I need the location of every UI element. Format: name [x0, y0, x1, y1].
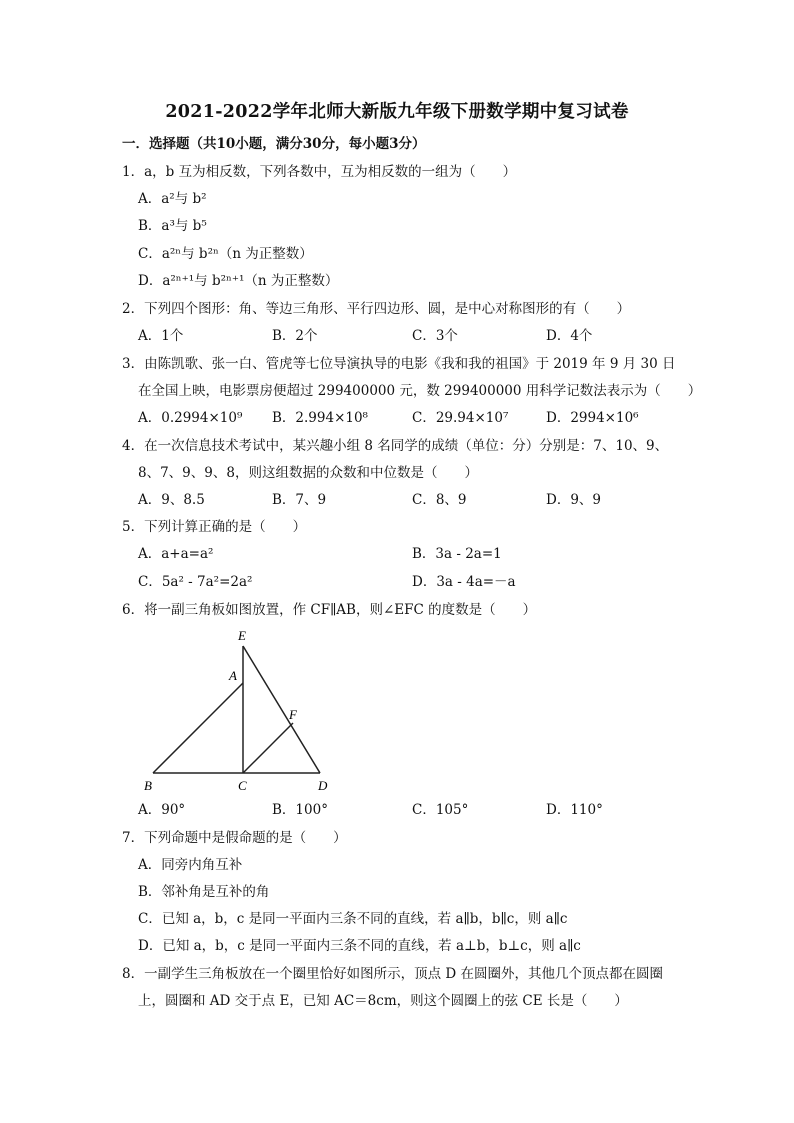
q6-option-c: C．105°	[412, 802, 469, 818]
q4-option-d: D．9、9	[546, 492, 602, 508]
label-f: F	[289, 707, 297, 722]
q2-option-a: A．1个	[138, 328, 184, 344]
q7-option-c: C．已知 a，b，c 是同一平面内三条不同的直线，若 a∥b，b∥c，则 a∥c	[138, 911, 568, 927]
q3-option-a: A．0.2994×10⁹	[138, 410, 243, 426]
q6-option-b: B．100°	[272, 802, 328, 818]
q6-option-a: A．90°	[138, 802, 186, 818]
label-c: C	[238, 778, 247, 793]
q2-option-b: B．2个	[272, 328, 318, 344]
q5-option-a: A．a+a=a²	[138, 546, 214, 562]
q2-option-c: C．3个	[412, 328, 458, 344]
q7-stem: 7．下列命题中是假命题的是（ ）	[122, 830, 347, 846]
q3-option-c: C．29.94×10⁷	[412, 410, 509, 426]
q5-option-c: C．5a² - 7a²=2a²	[138, 574, 253, 590]
q2-option-d: D．4个	[546, 328, 593, 344]
q7-option-b: B．邻补角是互补的角	[138, 884, 270, 900]
q5-stem: 5．下列计算正确的是（ ）	[122, 519, 307, 535]
q4-stem-line2: 8、7、9、9、8，则这组数据的众数和中位数是（ ）	[138, 465, 478, 481]
q3-stem-line1: 3．由陈凯歌、张一白、管虎等七位导演执导的电影《我和我的祖国》于 2019 年 9 月 30 日	[122, 356, 676, 372]
q4-option-a: A．9、8.5	[138, 492, 205, 508]
line-ed	[243, 646, 320, 773]
label-d: D	[318, 778, 328, 793]
q7-option-a: A．同旁内角互补	[138, 857, 243, 873]
q7-option-d: D．已知 a，b，c 是同一平面内三条不同的直线，若 a⊥b，b⊥c，则 a∥c	[138, 938, 581, 954]
q8-stem-line2: 上，圆圈和 AD 交于点 E，已知 AC＝8cm，则这个圆圈上的弦 CE 长是（ ）	[138, 993, 628, 1009]
exam-title: 2021-2022学年北师大新版九年级下册数学期中复习试卷	[165, 102, 629, 122]
q6-option-d: D．110°	[546, 802, 603, 818]
q3-option-d: D．2994×10⁶	[546, 410, 639, 426]
section-heading: 一．选择题（共10小题，满分30分，每小题3分）	[122, 136, 426, 152]
label-a: A	[229, 668, 237, 683]
q1-option-a: A．a²与 b²	[138, 191, 207, 207]
q1-option-c: C．a²ⁿ与 b²ⁿ（n 为正整数）	[138, 246, 313, 262]
q3-option-b: B．2.994×10⁸	[272, 410, 368, 426]
q5-option-d: D．3a - 4a=－a	[412, 574, 516, 590]
q2-stem: 2．下列四个图形：角、等边三角形、平行四边形、圆，是中心对称图形的有（ ）	[122, 301, 631, 317]
q1-option-b: B．a³与 b⁵	[138, 218, 207, 234]
q5-option-b: B．3a - 2a=1	[412, 546, 502, 562]
q8-stem-line1: 8．一副学生三角板放在一个圈里恰好如图所示，顶点 D 在圆圈外，其他几个顶点都在圆圈	[122, 966, 663, 982]
q6-triangle-figure	[138, 626, 338, 796]
line-cf	[243, 723, 293, 773]
q1-option-d: D．a²ⁿ⁺¹与 b²ⁿ⁺¹（n 为正整数）	[138, 273, 339, 289]
label-b: B	[144, 778, 152, 793]
q1-stem: 1．a，b 互为相反数，下列各数中，互为相反数的一组为（ ）	[122, 164, 517, 180]
q3-stem-line2: 在全国上映，电影票房便超过 299400000 元，数 299400000 用科学记数法表示为（ ）	[138, 383, 702, 399]
q4-option-c: C．8、9	[412, 492, 467, 508]
q6-stem: 6．将一副三角板如图放置，作 CF∥AB，则∠EFC 的度数是（ ）	[122, 602, 537, 618]
q4-option-b: B．7、9	[272, 492, 327, 508]
line-ba	[153, 683, 243, 773]
label-e: E	[238, 628, 246, 643]
q4-stem-line1: 4．在一次信息技术考试中，某兴趣小组 8 名同学的成绩（单位：分）分别是：7、10、9、	[122, 438, 669, 454]
